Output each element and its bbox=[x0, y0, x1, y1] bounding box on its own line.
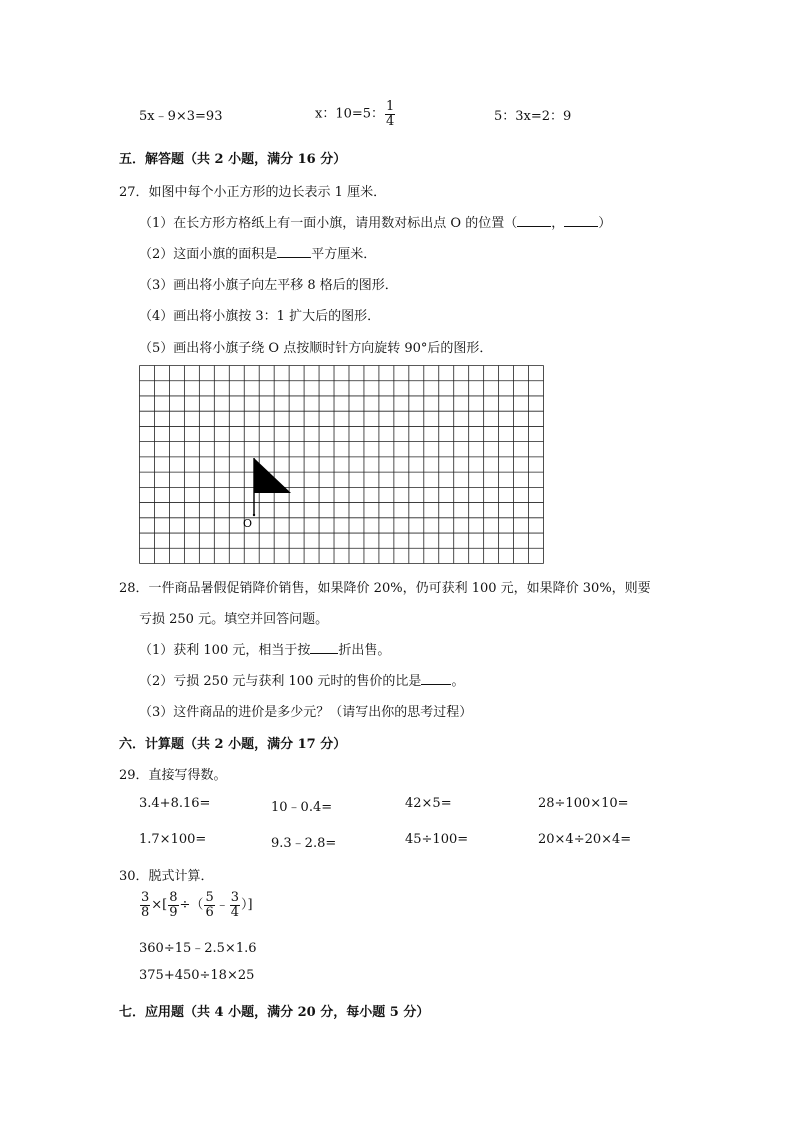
operator: ﹣ bbox=[215, 897, 229, 913]
q28-stem-line-1: 28．一件商品暑假促销降价销售，如果降价 20%，仍可获利 100 元，如果降价 30%，则要 bbox=[119, 581, 651, 596]
q28-part-3: （3）这件商品的进价是多少元？（请写出你的思考过程） bbox=[139, 705, 473, 720]
operator: ）] bbox=[241, 897, 253, 913]
equation-2 bbox=[315, 100, 396, 128]
q28-part-1-before: （1）获利 100 元，相当于按 bbox=[139, 643, 311, 658]
equation-3: 5：3x=2：9 bbox=[494, 109, 572, 124]
q27-stem: 27．如图中每个小正方形的边长表示 1 厘米． bbox=[119, 185, 387, 200]
fraction-numerator: 3 bbox=[141, 890, 150, 905]
q27-part-2 bbox=[139, 243, 376, 262]
q27-part-5: （5）画出将小旗子绕 O 点按顺时针方向旋转 90°后的图形． bbox=[139, 341, 493, 356]
fraction-denominator: 6 bbox=[205, 904, 214, 920]
grid-lines bbox=[140, 366, 544, 564]
q27-part-1-comma: ， bbox=[551, 216, 565, 231]
q27-part-1-text: （1）在长方形方格纸上有一面小旗，请用数对标出点 O 的位置（ bbox=[139, 216, 518, 231]
flag-triangle bbox=[254, 458, 291, 493]
q27-part-4: （4）画出将小旗按 3：1 扩大后的图形． bbox=[139, 309, 381, 324]
fraction-denominator: 4 bbox=[230, 904, 240, 920]
section-6-title: 六．计算题（共 2 小题，满分 17 分） bbox=[119, 737, 347, 752]
answer-blank[interactable] bbox=[564, 213, 598, 227]
q28-part-1-after: 折出售。 bbox=[338, 643, 391, 658]
q27-part-3: （3）画出将小旗子向左平移 8 格后的图形． bbox=[139, 278, 398, 293]
fraction-numerator: 3 bbox=[230, 890, 240, 905]
fraction-denominator: 8 bbox=[141, 904, 150, 920]
answer-blank[interactable] bbox=[421, 671, 451, 685]
section-7-title: 七．应用题（共 4 小题，满分 20 分，每小题 5 分） bbox=[119, 1005, 430, 1020]
fraction-denominator: 9 bbox=[169, 904, 178, 920]
q30-expression-2: 360÷15﹣2.5×1.6 bbox=[139, 941, 257, 956]
section-5-title: 五．解答题（共 2 小题，满分 16 分） bbox=[119, 152, 347, 167]
q29-row2-item3: 45÷100= bbox=[405, 832, 469, 847]
q28-stem-line-2: 亏损 250 元。填空并回答问题。 bbox=[139, 612, 329, 627]
q29-row1-item1: 3.4+8.16= bbox=[139, 796, 211, 811]
q30-stem: 30．脱式计算． bbox=[119, 869, 214, 884]
point-o bbox=[253, 514, 255, 516]
fraction-denominator: 4 bbox=[386, 113, 395, 129]
point-o-label: O bbox=[243, 517, 253, 530]
fraction bbox=[204, 891, 214, 919]
answer-blank[interactable] bbox=[277, 244, 311, 258]
q27-part-2-before: （2）这面小旗的面积是 bbox=[139, 247, 278, 262]
square-grid bbox=[139, 365, 544, 565]
q28-part-2 bbox=[139, 670, 464, 689]
q29-row1-item3: 42×5= bbox=[405, 796, 452, 811]
q29-row2-item4: 20×4÷20×4= bbox=[538, 832, 632, 847]
q28-part-2-before: （2）亏损 250 元与获利 100 元时的售价的比是 bbox=[139, 674, 422, 689]
fraction-numerator: 8 bbox=[169, 890, 178, 905]
operator: ÷（ bbox=[179, 897, 204, 913]
q27-part-1 bbox=[139, 212, 611, 231]
q27-part-1-close: ） bbox=[598, 216, 612, 231]
q30-expression-1 bbox=[139, 891, 253, 919]
q27-part-2-after: 平方厘米． bbox=[311, 247, 377, 262]
equation-2-prefix: x：10=5： bbox=[315, 106, 385, 122]
operator: ×[ bbox=[151, 897, 168, 913]
q29-row1-item2: 10﹣0.4= bbox=[271, 800, 333, 815]
q28-part-2-after: 。 bbox=[451, 674, 465, 689]
fraction bbox=[140, 891, 150, 919]
q28-part-1 bbox=[139, 639, 390, 658]
answer-blank[interactable] bbox=[310, 640, 338, 654]
fraction bbox=[168, 891, 178, 919]
fraction bbox=[230, 891, 240, 919]
answer-blank[interactable] bbox=[517, 213, 551, 227]
q29-row2-item2: 9.3﹣2.8= bbox=[271, 836, 337, 851]
fraction-numerator: 5 bbox=[205, 890, 214, 905]
fraction-numerator: 1 bbox=[386, 99, 395, 114]
equation-2-fraction bbox=[385, 100, 395, 128]
q29-stem: 29．直接写得数。 bbox=[119, 768, 227, 783]
q29-row2-item1: 1.7×100= bbox=[139, 832, 207, 847]
q29-row1-item4: 28÷100×10= bbox=[538, 796, 629, 811]
equation-1: 5x﹣9×3=93 bbox=[139, 109, 223, 124]
q30-expression-3: 375+450÷18×25 bbox=[139, 968, 255, 983]
